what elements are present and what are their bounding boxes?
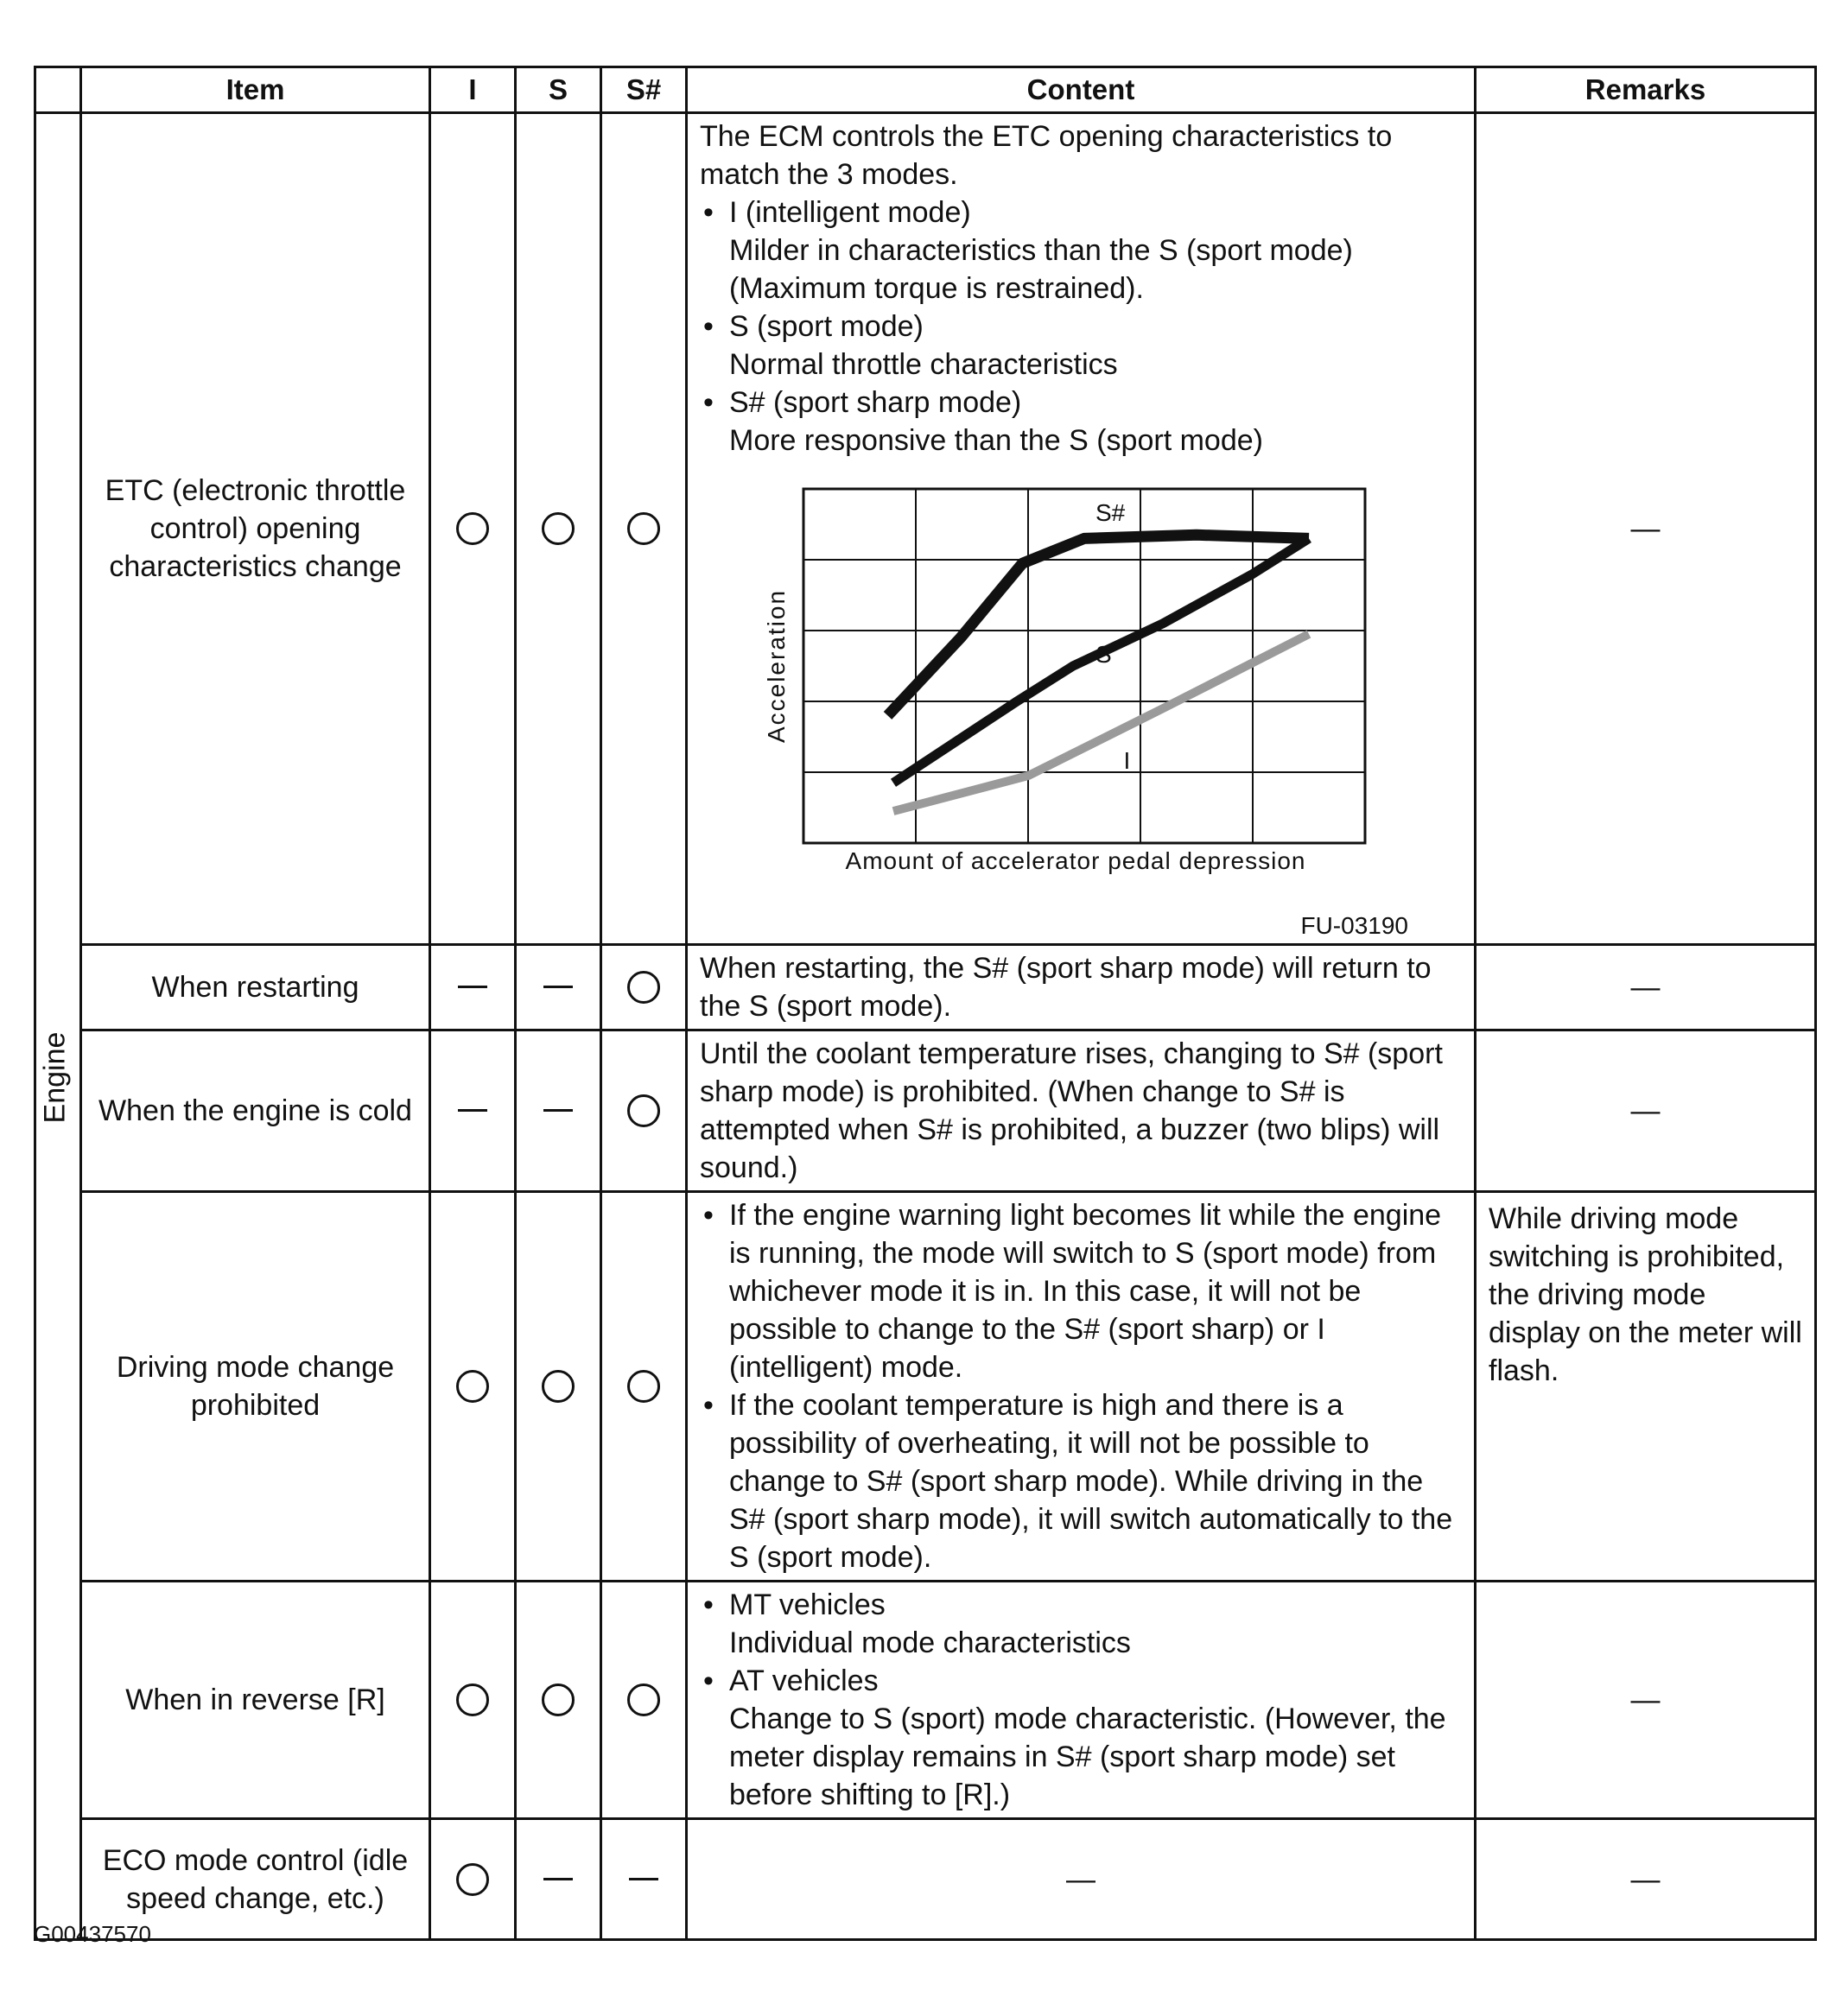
i-mode-header: I xyxy=(430,67,516,113)
table-row xyxy=(35,113,1816,945)
series-label: S# xyxy=(1095,498,1126,526)
i-mark xyxy=(430,945,516,1030)
bullet-body: More responsive than the S (sport mode) xyxy=(729,424,1263,457)
bullet-body: Change to S (sport) mode characteristic. (However, the meter display remains in S# (sport sharp mode) set before shifting to [R].) xyxy=(729,1702,1446,1811)
group-header xyxy=(35,67,81,113)
bullet-head: • S (sport mode) xyxy=(729,310,924,343)
x-axis-label: Amount of accelerator pedal depression xyxy=(845,847,1306,874)
i-mark xyxy=(430,1582,516,1819)
list-item xyxy=(700,384,1462,460)
not-applicable-dash-icon xyxy=(629,1878,658,1880)
list-item xyxy=(700,1662,1462,1814)
series-line-s-sharp xyxy=(888,535,1310,715)
available-circle-icon xyxy=(627,512,660,545)
table-row xyxy=(35,1819,1816,1940)
y-axis-label: Acceleration xyxy=(763,588,790,744)
available-circle-icon xyxy=(456,1863,489,1896)
s-sharp-mark xyxy=(601,1030,687,1192)
available-circle-icon xyxy=(456,512,489,545)
content-cell: — xyxy=(687,1819,1476,1940)
content-intro: The ECM controls the ETC opening characteristics to match the 3 modes. xyxy=(700,120,1393,191)
s-mark xyxy=(516,1582,601,1819)
available-circle-icon xyxy=(542,512,575,545)
chart-svg xyxy=(700,473,1408,940)
not-applicable-dash-icon xyxy=(543,1878,573,1880)
content-cell xyxy=(687,1192,1476,1582)
s-mark xyxy=(516,1030,601,1192)
header-row xyxy=(35,67,1816,113)
not-applicable-dash-icon xyxy=(458,986,487,988)
bullet-head: • S# (sport sharp mode) xyxy=(729,386,1022,419)
throttle-chart xyxy=(700,473,1408,940)
s-sharp-mark xyxy=(601,945,687,1030)
bullet-body: Milder in characteristics than the S (sport mode) (Maximum torque is restrained). xyxy=(729,234,1353,305)
available-circle-icon xyxy=(627,1370,660,1403)
remarks-header: Remarks xyxy=(1476,67,1816,113)
item-cell: ETC (electronic throttle control) opening characteristics change xyxy=(81,113,430,945)
engine-group-cell xyxy=(35,113,81,1940)
bullet-head: • AT vehicles xyxy=(729,1664,879,1697)
not-applicable-dash-icon xyxy=(543,986,573,988)
bullet-head: • MT vehicles xyxy=(729,1588,886,1621)
i-mark xyxy=(430,113,516,945)
remarks-cell: — xyxy=(1476,1582,1816,1819)
available-circle-icon xyxy=(456,1683,489,1716)
remarks-cell: — xyxy=(1476,1819,1816,1940)
item-cell: ECO mode control (idle speed change, etc.) xyxy=(81,1819,430,1940)
s-sharp-mode-header: S# xyxy=(601,67,687,113)
item-header: Item xyxy=(81,67,430,113)
s-sharp-mark xyxy=(601,1582,687,1819)
not-applicable-dash-icon xyxy=(543,1109,573,1112)
bullet-body: Normal throttle characteristics xyxy=(729,348,1118,381)
item-cell: Driving mode change prohibited xyxy=(81,1192,430,1582)
condition-list xyxy=(700,1196,1462,1576)
available-circle-icon xyxy=(627,971,660,1004)
item-cell: When in reverse [R] xyxy=(81,1582,430,1819)
available-circle-icon xyxy=(627,1094,660,1127)
i-mark xyxy=(430,1192,516,1582)
content-header: Content xyxy=(687,67,1476,113)
list-item: • If the engine warning light becomes lit while the engine is running, the mode will switch to S (sport mode) from whichever mode it is in. In this case, it will not be possible to change to the S# (sport sharp) or I (intelligent) mode. xyxy=(700,1196,1462,1386)
s-mode-header: S xyxy=(516,67,601,113)
remarks-cell: — xyxy=(1476,945,1816,1030)
series-label: S xyxy=(1095,640,1112,668)
available-circle-icon xyxy=(456,1370,489,1403)
engine-label-text: Engine xyxy=(38,1031,72,1123)
not-applicable-dash-icon xyxy=(458,1109,487,1112)
s-mark xyxy=(516,113,601,945)
series-label: I xyxy=(1123,746,1131,774)
remarks-cell: — xyxy=(1476,1030,1816,1192)
list-item xyxy=(700,1586,1462,1662)
vehicle-list xyxy=(700,1586,1462,1814)
s-sharp-mark xyxy=(601,1819,687,1940)
table-row xyxy=(35,945,1816,1030)
bullet-body: Individual mode characteristics xyxy=(729,1626,1131,1659)
available-circle-icon xyxy=(627,1683,660,1716)
item-cell: When restarting xyxy=(81,945,430,1030)
i-mark xyxy=(430,1030,516,1192)
mode-list xyxy=(700,193,1462,460)
remarks-cell: — xyxy=(1476,113,1816,945)
figure-code: FU-03190 xyxy=(1300,912,1408,939)
s-sharp-mark xyxy=(601,113,687,945)
content-cell: When restarting, the S# (sport sharp mode) will return to the S (sport mode). xyxy=(687,945,1476,1030)
i-mark xyxy=(430,1819,516,1940)
list-item xyxy=(700,308,1462,384)
item-cell: When the engine is cold xyxy=(81,1030,430,1192)
content-cell: Until the coolant temperature rises, changing to S# (sport sharp mode) is prohibited. (When change to S# is attempted when S# is prohibited, a buzzer (two blips) will sound.) xyxy=(687,1030,1476,1192)
list-item xyxy=(700,193,1462,308)
table-row xyxy=(35,1192,1816,1582)
s-mark xyxy=(516,945,601,1030)
remarks-cell: While driving mode switching is prohibited, the driving mode display on the meter will flash. xyxy=(1476,1192,1816,1582)
bullet-head: • I (intelligent mode) xyxy=(729,196,971,229)
available-circle-icon xyxy=(542,1683,575,1716)
driving-mode-table xyxy=(34,66,1817,1941)
content-cell xyxy=(687,113,1476,945)
content-cell xyxy=(687,1582,1476,1819)
s-mark xyxy=(516,1192,601,1582)
engine-group-label xyxy=(38,1030,72,1125)
table-row xyxy=(35,1030,1816,1192)
table-row xyxy=(35,1582,1816,1819)
document-code: G00437570 xyxy=(34,1921,151,1947)
available-circle-icon xyxy=(542,1370,575,1403)
s-sharp-mark xyxy=(601,1192,687,1582)
list-item: • If the coolant temperature is high and there is a possibility of overheating, it will not be possible to change to S# (sport sharp mode). While driving in the S# (sport sharp mode), it will switch automatically to the S (sport mode). xyxy=(700,1386,1462,1576)
s-mark xyxy=(516,1819,601,1940)
